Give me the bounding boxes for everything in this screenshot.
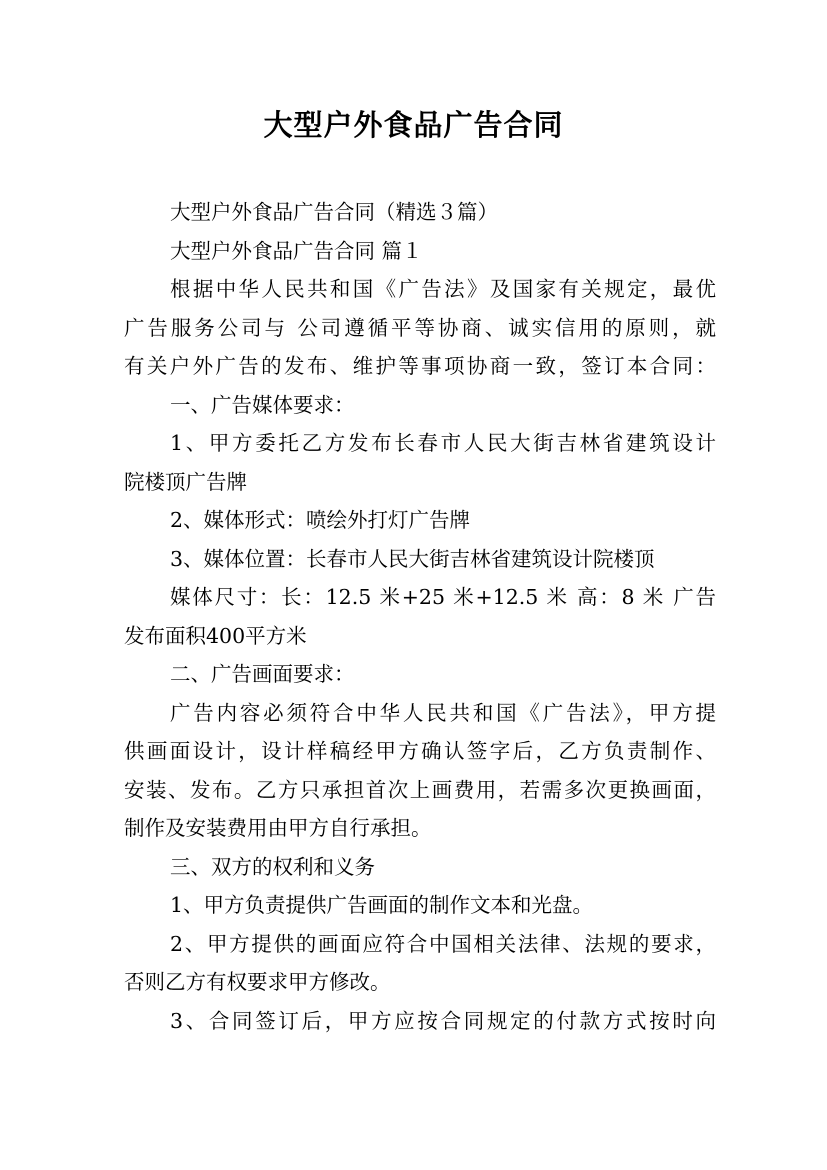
paragraph-line: 发布面积400平方米 [124, 623, 307, 648]
paragraph-line: 2、媒体形式：喷绘外打灯广告牌 [170, 508, 471, 532]
paragraph-line: 大型户外食品广告合同（精选３篇） [170, 200, 498, 224]
section-heading: 三、双方的权利和义务 [170, 854, 375, 879]
paragraph-line: 广告内容必须符合中华人民共和国《广告法》，甲方提 [170, 700, 716, 725]
paragraph-line: 媒体尺寸：长：12.5 米+25 米+12.5 米 高：8 米 广告 [170, 585, 716, 609]
section-heading: 一、广告媒体要求： [170, 392, 355, 417]
paragraph-line: 3、合同签订后，甲方应按合同规定的付款方式按时向 [170, 1008, 716, 1033]
paragraph-line: 大型户外食品广告合同 篇１ [170, 238, 423, 263]
paragraph-line: 2、甲方提供的画面应符合中国相关法律、法规的要求， [170, 931, 716, 956]
paragraph-line: 供画面设计，设计样稿经甲方确认签字后，乙方负责制作、 [124, 739, 716, 763]
paragraph-line: 安装、发布。乙方只承担首次上画费用，若需多次更换画面， [124, 777, 716, 802]
paragraph-line: 1、甲方委托乙方发布长春市人民大街吉林省建筑设计 [170, 431, 716, 455]
document-title: 大型户外食品广告合同 [263, 108, 564, 142]
paragraph-line: 广告服务公司与 公司遵循平等协商、诚实信用的原则，就 [124, 315, 716, 340]
paragraph-line: 3、媒体位置：长春市人民大街吉林省建筑设计院楼顶 [170, 546, 655, 571]
paragraph-line: 1、甲方负责提供广告画面的制作文本和光盘。 [170, 893, 594, 917]
document-body [124, 193, 716, 1040]
section-heading: 二、广告画面要求： [170, 662, 355, 686]
paragraph-line: 制作及安装费用由甲方自行承担。 [124, 816, 432, 840]
paragraph-line: 院楼顶广告牌 [124, 469, 247, 494]
paragraph-line: 有关户外广告的发布、维护等事项协商一致，签订本合同： [124, 354, 716, 378]
paragraph-line: 否则乙方有权要求甲方修改。 [124, 970, 391, 994]
paragraph-line: 根据中华人民共和国《广告法》及国家有关规定，最优 [170, 277, 716, 301]
